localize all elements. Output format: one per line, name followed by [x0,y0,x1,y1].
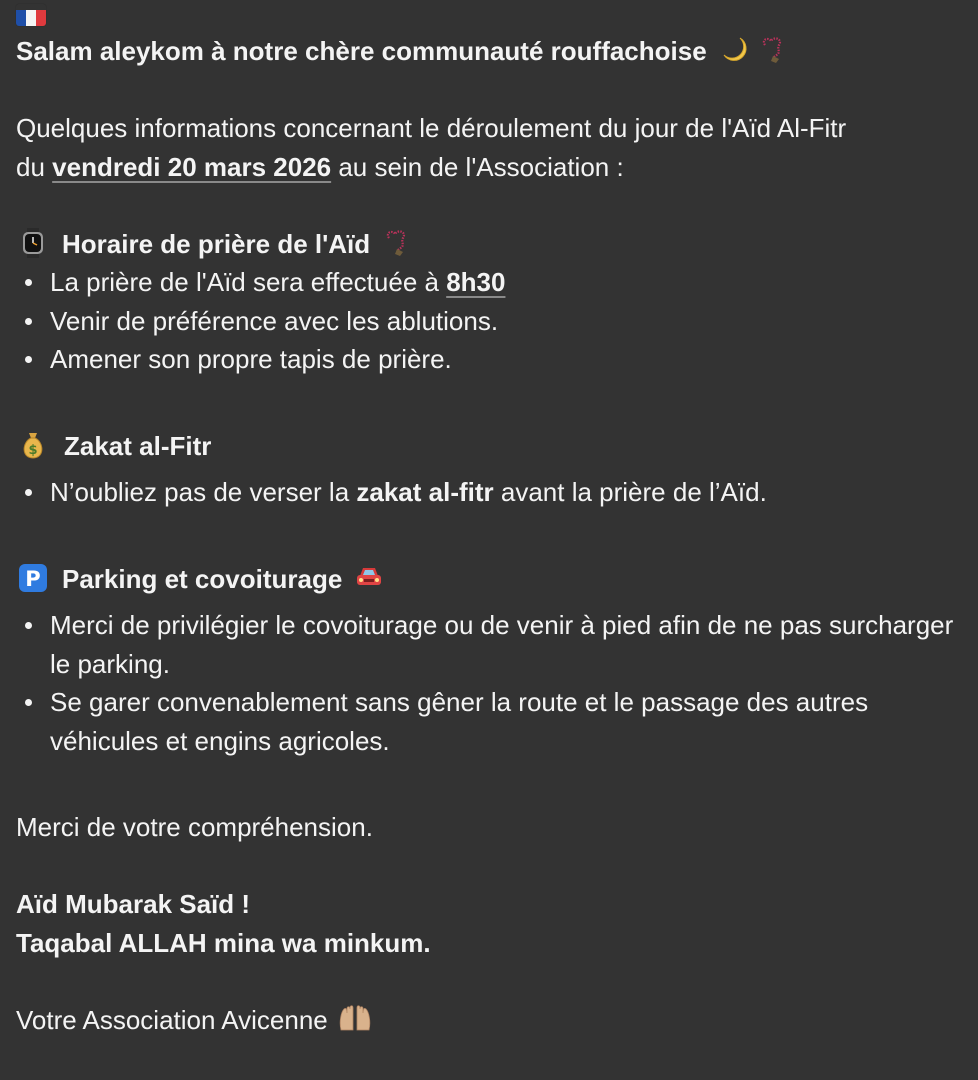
closing-line-2: Taqabal ALLAH mina wa minkum. [16,927,431,958]
intro-line-1: Quelques informations concernant le déroulement du jour de l'Aïd Al-Fitr [16,113,847,143]
intro-line-2: du vendredi 20 mars 2026 au sein de l'Association : [16,151,624,182]
section-prayer-time-heading [16,225,978,264]
parking-icon [18,563,48,593]
prayer-time: 8h30 [446,267,506,297]
svg-text:$: $ [28,442,38,458]
watch-icon [18,228,48,258]
greeting-line [16,32,978,71]
prayer-beads-icon [757,35,787,65]
thanks-line: Merci de votre compréhension. [16,812,373,842]
section-zakat-heading [16,427,978,466]
event-date: vendredi 20 mars 2026 [52,151,332,182]
list-item: Merci de privilégier le covoiturage ou de venir à pied afin de ne pas surcharger le parking. [16,606,978,683]
zakat-term: zakat al-fitr [356,477,494,507]
parking-list [16,606,978,760]
france-flag-icon [16,4,46,26]
signature-line [16,1001,978,1040]
crescent-moon-icon [720,35,750,65]
prayer-beads-icon [381,228,411,258]
car-icon [354,563,384,593]
section-title: Parking et covoiturage [62,563,343,594]
list-item: N’oubliez pas de verser la zakat al-fitr avant la prière de l’Aïd. [16,473,978,512]
palms-up-together-icon [337,1004,367,1034]
section-title: Zakat al-Fitr [64,430,212,461]
list-item: Se garer convenablement sans gêner la route et le passage des autres véhicules et engins agricoles. [16,683,978,760]
signature-text: Votre Association Avicenne [16,1004,328,1035]
section-title: Horaire de prière de l'Aïd [62,228,371,259]
list-item: Amener son propre tapis de prière. [16,340,978,379]
list-item: Venir de préférence avec les ablutions. [16,302,978,341]
prayer-time-list [16,263,978,379]
money-bag-icon [18,430,48,460]
greeting-text: Salam aleykom à notre chère communauté rouffachoise [16,36,707,66]
list-item: La prière de l'Aïd sera effectuée à 8h30 [16,263,978,302]
svg-text:P: P [25,566,41,591]
zakat-list [16,473,978,512]
closing-line-1: Aïd Mubarak Saïd ! [16,889,251,919]
section-parking-heading [16,560,978,599]
